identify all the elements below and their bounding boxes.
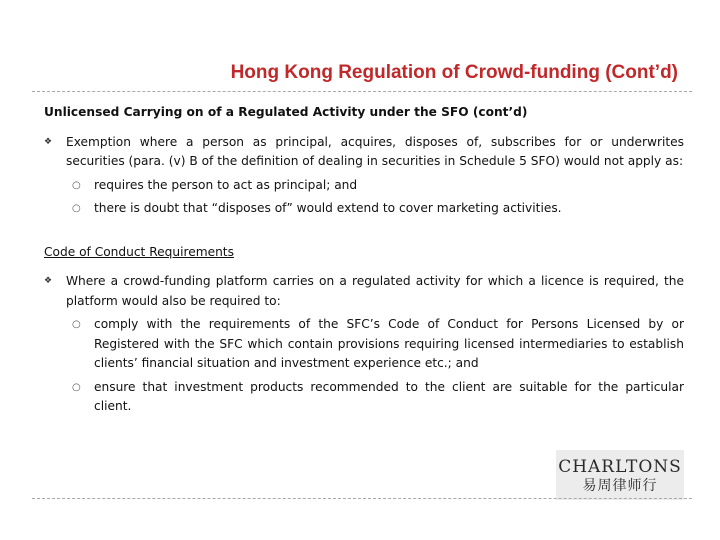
logo-english-text: CHARLTONS xyxy=(558,457,682,477)
bullet-text: Where a crowd-funding platform carries on a regulated activity for which a licence is required, the platform would also be required to: xyxy=(66,274,684,308)
section-heading-code-of-conduct: Code of Conduct Requirements xyxy=(44,244,234,259)
logo-chinese-text: 易周律师行 xyxy=(582,478,658,494)
square-bullet-icon: ❖ xyxy=(44,136,53,147)
sub-item xyxy=(44,315,684,374)
sub-item xyxy=(44,378,684,417)
circle-bullet-icon: ○ xyxy=(72,179,81,191)
sub-item xyxy=(44,176,684,196)
sub-item-text: comply with the requirements of the SFC’s Code of Conduct for Persons Licensed by or Registered with the SFC which contain provisions requiring licensed intermediaries to establish clients’ financial situation and investment experience etc.; and xyxy=(94,317,684,370)
sub-item-text: ensure that investment products recommended to the client are suitable for the particular client. xyxy=(94,379,684,413)
slide-title: Hong Kong Regulation of Crowd-funding (Cont’d) xyxy=(230,62,678,83)
sub-item-text: requires the person to act as principal; and xyxy=(94,177,358,192)
section-heading-unlicensed: Unlicensed Carrying on of a Regulated Activity under the SFO (cont’d) xyxy=(44,105,528,119)
sub-item xyxy=(44,199,684,219)
bottom-divider xyxy=(32,498,692,499)
slide-content xyxy=(44,103,684,417)
charltons-logo xyxy=(556,450,684,500)
circle-bullet-icon: ○ xyxy=(72,319,81,330)
square-bullet-icon: ❖ xyxy=(44,276,53,286)
circle-bullet-icon: ○ xyxy=(72,381,81,393)
bullet-exemption xyxy=(44,133,684,172)
bullet-text: Exemption where a person as principal, acquires, disposes of, subscribes for or underwrites securities (para. (v) B of the definition of dealing in securities in Schedule 5 SFO) would not apply as: xyxy=(66,134,684,168)
sub-item-text: there is doubt that “disposes of” would extend to cover marketing activities. xyxy=(94,201,562,215)
bullet-platform xyxy=(44,272,684,311)
circle-bullet-icon: ○ xyxy=(72,203,81,214)
top-divider xyxy=(32,91,692,92)
